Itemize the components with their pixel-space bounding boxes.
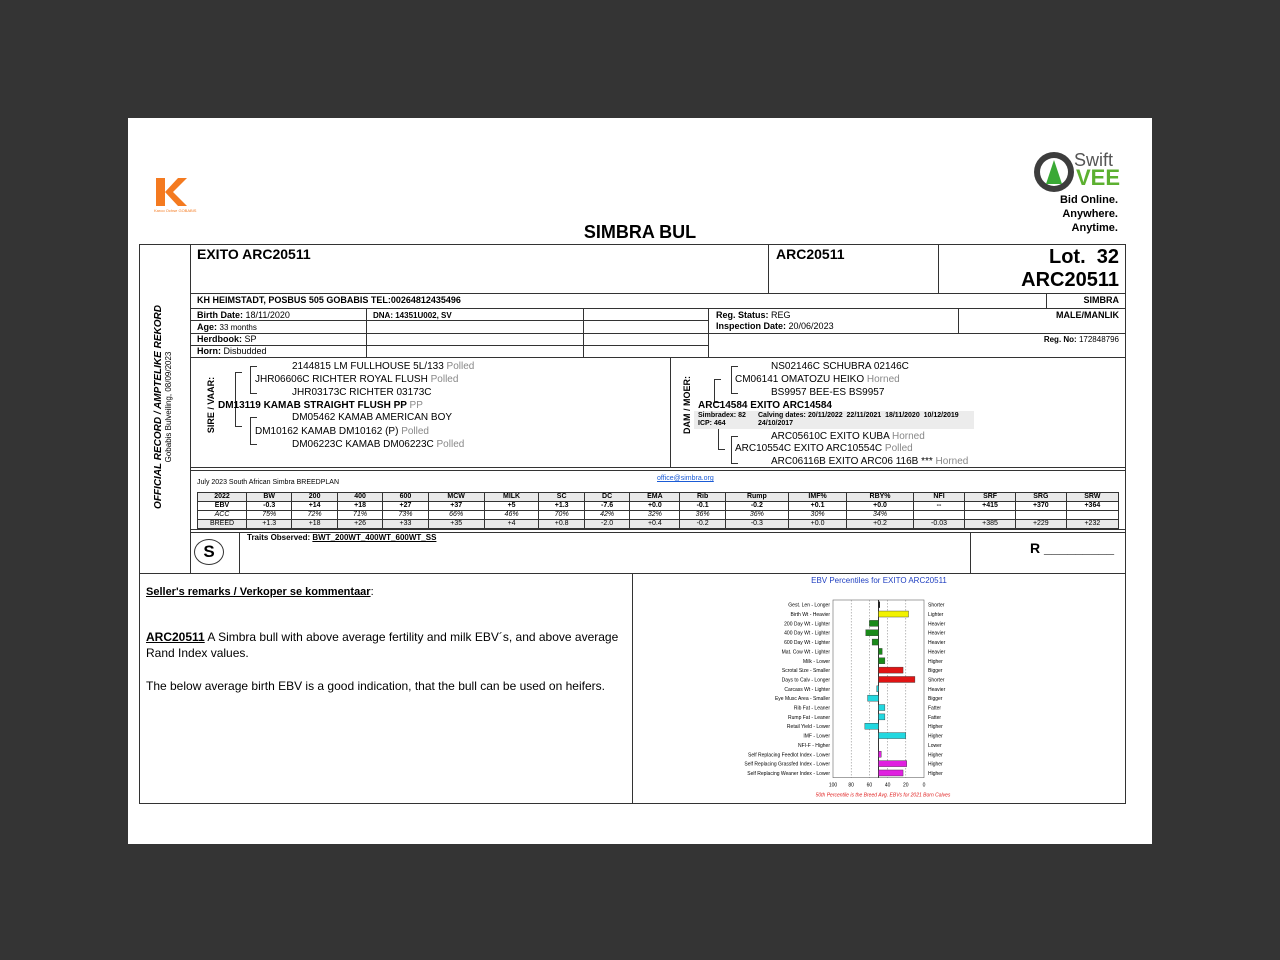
remarks-id: ARC20511	[146, 630, 205, 644]
birth-label: Birth Date:	[197, 310, 244, 320]
age-label: Age:	[197, 322, 217, 332]
ebv-cell: MCW	[428, 493, 484, 502]
ebv-cell: 34%	[847, 511, 914, 520]
ebv-cell: +35	[428, 520, 484, 529]
lot-number: Lot. 32	[1048, 246, 1119, 268]
swift-text: Swift	[1074, 150, 1114, 170]
ebv-cell: +0.0	[630, 502, 680, 511]
percentile-bar	[868, 695, 879, 701]
right-label: Shorter	[928, 677, 945, 684]
ped-ddd: ARC06116B EXITO ARC06 116B *** Horned	[771, 456, 969, 467]
ped-ssd: JHR03173C RICHTER 03173C	[292, 387, 432, 398]
bull-record-page	[128, 118, 1152, 844]
ebv-cell: +37	[428, 502, 484, 511]
percentile-bar	[866, 630, 879, 636]
right-label: Heavier	[928, 630, 946, 637]
inspection-label: Inspection Date:	[716, 321, 787, 331]
ebv-cell: -7.6	[584, 502, 629, 511]
right-label: Lower	[928, 742, 942, 749]
age	[197, 322, 257, 332]
ebv-cell: 36%	[680, 511, 725, 520]
horn	[197, 346, 267, 356]
right-label: Heavier	[928, 621, 946, 628]
breed-row	[198, 520, 1119, 529]
official-record-label: OFFICIAL RECORD / AMPTELIKE REKORD	[153, 305, 164, 509]
percentile-bar	[879, 733, 906, 739]
ebv-cell	[913, 511, 964, 520]
ebv-cell: RBY%	[847, 493, 914, 502]
reg-status	[716, 310, 791, 320]
logo-left-text: Karoo Ochse GOBABIS	[154, 208, 197, 213]
ebv-cell: +0.0	[847, 502, 914, 511]
right-label: Higher	[928, 752, 943, 759]
ebv-cell: MILK	[484, 493, 539, 502]
left-label: Rib Fat - Leaner	[793, 705, 830, 712]
ebv-cell: Rump	[725, 493, 788, 502]
acc-row	[198, 511, 1119, 520]
left-label: Self Replacing Grassfed Index - Lower	[744, 761, 830, 768]
left-label: 400 Day Wt - Lighter	[784, 630, 830, 637]
simbradex: Simbradex: 82	[698, 412, 746, 419]
ped-ds: CM06141 OMATOZU HEIKO Horned	[735, 374, 900, 385]
left-label: Self Replacing Weaner Index - Lower	[747, 770, 830, 777]
ebv-cell: -0.3	[247, 502, 292, 511]
left-label: Carcass Wt - Lighter	[784, 686, 830, 693]
ebv-cell: 72%	[292, 511, 337, 520]
percentile-bar	[879, 714, 885, 720]
ebv-cell: +415	[965, 502, 1016, 511]
horn-value: Disbudded	[223, 346, 267, 356]
ebv-cell: 42%	[584, 511, 629, 520]
left-label: Self Replacing Feedlot Index - Lower	[748, 752, 830, 759]
ebv-cell: +4	[484, 520, 539, 529]
ebv-cell: +33	[383, 520, 428, 529]
chart-title: EBV Percentiles for EXITO ARC20511	[811, 576, 947, 585]
sire-label: SIRE / VAAR:	[206, 376, 216, 434]
ped-sdd: DM06223C KAMAB DM06223C Polled	[292, 439, 465, 450]
ebv-cell: IMF%	[788, 493, 846, 502]
tagline-3: Anytime.	[1071, 222, 1118, 234]
ebv-cell: NFI	[913, 493, 964, 502]
animal-id: ARC20511	[776, 246, 845, 262]
right-label: Fatter	[928, 705, 942, 712]
right-label: Heavier	[928, 686, 946, 693]
right-label: Heavier	[928, 649, 946, 656]
ebv-cell: 73%	[383, 511, 428, 520]
ebv-cell: --	[913, 502, 964, 511]
ebv-header-row	[198, 493, 1119, 502]
left-label: Eye Musc Area - Smaller	[774, 696, 830, 703]
percentile-bar	[879, 658, 885, 664]
herdbook-value: SP	[244, 334, 257, 344]
ebv-cell: 30%	[788, 511, 846, 520]
x-tick-label: 60	[866, 782, 873, 789]
karoo-ochse-logo	[154, 176, 202, 216]
page-title: SIMBRA BUL	[583, 222, 697, 242]
dam-stats	[694, 411, 974, 429]
ebv-cell: SRF	[965, 493, 1016, 502]
reg-status-value: REG	[771, 310, 791, 320]
left-label: Days to Calv - Longer	[781, 677, 830, 684]
right-label: Fatter	[928, 714, 942, 721]
ebv-cell: +0.0	[788, 520, 846, 529]
ebv-cell: +0.1	[788, 502, 846, 511]
dam-label: DAM / MOER:	[682, 376, 692, 434]
remarks-para1	[146, 629, 630, 661]
ebv-cell: +26	[337, 520, 382, 529]
ebv-cell: +1.3	[247, 520, 292, 529]
left-label: Gest. Len - Longer	[788, 602, 830, 609]
left-label: IMF - Lower	[803, 733, 830, 740]
percentile-bar	[879, 602, 880, 608]
ped-sds: DM05462 KAMAB AMERICAN BOY	[292, 412, 453, 423]
right-label: Higher	[928, 733, 943, 740]
ebv-cell: -0.03	[913, 520, 964, 529]
lot-id: ARC20511	[1021, 269, 1119, 291]
ebv-cell: 200	[292, 493, 337, 502]
traits-observed	[247, 533, 436, 542]
side-label-block	[153, 257, 183, 557]
right-label: Bigger	[928, 696, 943, 703]
ebv-cell: +5	[484, 502, 539, 511]
left-label: 200 Day Wt - Lighter	[784, 621, 830, 628]
left-label: Birth Wt - Heavier	[790, 612, 830, 619]
ped-dds: ARC05610C EXITO KUBA Horned	[771, 431, 925, 442]
remarks-para2: The below average birth EBV is a good indication, that the bull can be used on heifers.	[146, 679, 605, 693]
s-logo-icon: S	[194, 539, 224, 565]
ebv-cell: BREED	[198, 520, 247, 529]
percentile-bar	[872, 639, 878, 645]
ebv-cell: 400	[337, 493, 382, 502]
horn-label: Horn:	[197, 346, 221, 356]
ebv-cell: -0.1	[680, 502, 725, 511]
ped-dam: ARC14584 EXITO ARC14584	[698, 400, 832, 411]
percentile-bar	[869, 620, 878, 626]
ebv-cell: +18	[337, 502, 382, 511]
ebv-cell: +385	[965, 520, 1016, 529]
ebv-cell: +229	[1015, 520, 1066, 529]
x-tick-label: 80	[848, 782, 854, 789]
ebv-cell: EMA	[630, 493, 680, 502]
ebv-cell: SC	[539, 493, 584, 502]
x-tick-label: 40	[884, 782, 891, 789]
inspection-date	[716, 321, 834, 331]
remarks-heading: Seller's remarks / Verkoper se kommentaar:	[146, 586, 374, 598]
remarks-text-1: A Simbra bull with above average fertility and milk EBV´s, and above average Rand Index values.	[146, 630, 619, 660]
herdbook-label: Herdbook:	[197, 334, 242, 344]
right-label: Heavier	[928, 640, 946, 647]
ebv-cell: 70%	[539, 511, 584, 520]
ebv-cell: 75%	[247, 511, 292, 520]
ebv-cell: SRW	[1066, 493, 1118, 502]
ebv-cell: -2.0	[584, 520, 629, 529]
ebv-table	[197, 492, 1119, 529]
ebv-cell: Rib	[680, 493, 725, 502]
price-field[interactable]: R _________	[1030, 540, 1115, 556]
ebv-cell: +364	[1066, 502, 1118, 511]
ped-sss: 2144815 LM FULLHOUSE 5L/133 Polled	[292, 361, 475, 372]
x-tick-label: 20	[903, 782, 909, 789]
traits-label: Traits Observed:	[247, 533, 311, 542]
breed: SIMBRA	[1083, 295, 1119, 305]
ped-ss: JHR06606C RICHTER ROYAL FLUSH Polled	[255, 374, 459, 385]
ped-dd: ARC10554C EXITO ARC10554C Polled	[735, 443, 913, 454]
ebv-cell: +1.3	[539, 502, 584, 511]
percentile-bar	[879, 667, 904, 673]
percentile-bar	[865, 723, 879, 729]
reg-no	[1044, 335, 1119, 344]
percentile-bar	[879, 751, 882, 757]
ped-sire: DM13119 KAMAB STRAIGHT FLUSH PP PP	[218, 400, 423, 411]
ebv-cell: +370	[1015, 502, 1066, 511]
dna-info: DNA: 14351U002, SV	[373, 311, 452, 320]
ebv-cell: +14	[292, 502, 337, 511]
left-label: Rump Fat - Leaner	[788, 714, 830, 721]
percentile-bar	[879, 611, 909, 617]
birth-date	[197, 310, 290, 320]
email-link[interactable]: office@simbra.org	[657, 475, 714, 482]
tagline-1: Bid Online.	[1059, 194, 1118, 206]
reg-no-value: 172848796	[1078, 335, 1119, 344]
left-label: NFI-F - Higher	[798, 742, 830, 749]
ped-dss: NS02146C SCHUBRA 02146C	[771, 361, 909, 372]
ebv-cell: 66%	[428, 511, 484, 520]
herdbook	[197, 334, 257, 344]
ped-dsd: BS9957 BEE-ES BS9957	[771, 387, 885, 398]
ebv-cell: 36%	[725, 511, 788, 520]
percentile-bar	[879, 676, 915, 682]
percentile-bar	[879, 705, 885, 711]
inspection-value: 20/06/2023	[788, 321, 834, 331]
vee-text: VEE	[1076, 165, 1121, 190]
traits-value: BWT_200WT_400WT_600WT_SS	[312, 533, 437, 542]
tagline-2: Anywhere.	[1062, 208, 1118, 220]
ebv-cell: 600	[383, 493, 428, 502]
x-tick-label: 0	[922, 782, 926, 789]
right-label: Higher	[928, 770, 943, 777]
left-label: Retail Yield - Lower	[786, 724, 830, 731]
ebv-cell: 71%	[337, 511, 382, 520]
ebv-cell: ACC	[198, 511, 247, 520]
sex: MALE/MANLIK	[1056, 310, 1119, 320]
reg-status-label: Reg. Status:	[716, 310, 769, 320]
right-label: Higher	[928, 724, 943, 731]
ebv-cell	[1015, 511, 1066, 520]
right-label: Higher	[928, 761, 943, 768]
ebv-cell: +27	[383, 502, 428, 511]
ebv-cell: EBV	[198, 502, 247, 511]
ebv-cell: +232	[1066, 520, 1118, 529]
left-label: Milk - Lower	[803, 658, 830, 665]
chart-footnote: 50th Percentile is the Breed Avg. EBVs for 2021 Born Calves	[815, 792, 951, 799]
animal-name: EXITO ARC20511	[197, 246, 311, 262]
ebv-cell: BW	[247, 493, 292, 502]
ebv-row	[198, 502, 1119, 511]
s-badge	[190, 532, 240, 573]
percentile-bar	[879, 648, 883, 654]
left-label: Mat. Cow Wt - Lighter	[781, 649, 830, 656]
calving-line1: 20/11/2022 22/11/2021 18/11/2020 10/12/2019	[808, 412, 959, 419]
ebv-cell: SRG	[1015, 493, 1066, 502]
breedplan-source: July 2023 South African Simbra BREEDPLAN	[197, 479, 340, 486]
auction-date: Gobabis Bulveiling, 08/09/2023	[164, 351, 173, 463]
reg-no-label: Reg. No:	[1043, 335, 1077, 344]
percentile-bar	[879, 761, 907, 767]
remarks-heading-text: Seller's remarks / Verkoper se kommentaar	[146, 586, 371, 598]
owner-address: KH HEIMSTADT, POSBUS 505 GOBABIS TEL:00264812435496	[197, 295, 461, 305]
ebv-percentile-chart	[633, 574, 1125, 803]
percentile-bar	[879, 770, 904, 776]
right-label: Bigger	[928, 668, 943, 675]
birth-value: 18/11/2020	[245, 310, 290, 320]
ebv-cell: +0.4	[630, 520, 680, 529]
ebv-cell	[965, 511, 1016, 520]
right-label: Higher	[928, 658, 943, 665]
icp: ICP: 464	[698, 420, 726, 427]
x-tick-label: 100	[828, 782, 838, 789]
left-label: 600 Day Wt - Lighter	[784, 640, 830, 647]
age-value: 33 months	[219, 323, 257, 332]
k-logo-icon	[154, 176, 188, 208]
ebv-cell: 2022	[198, 493, 247, 502]
ebv-cell: +0.8	[539, 520, 584, 529]
left-label: Scrotal Size - Smaller	[781, 668, 830, 675]
ebv-cell: 32%	[630, 511, 680, 520]
ebv-cell: -0.3	[725, 520, 788, 529]
swiftvee-globe-icon	[1032, 150, 1076, 194]
percentile-bar	[877, 686, 879, 692]
ebv-cell: DC	[584, 493, 629, 502]
ebv-cell: +18	[292, 520, 337, 529]
right-label: Lighter	[928, 612, 944, 619]
calving-line2: 24/10/2017	[758, 420, 794, 427]
right-label: Shorter	[928, 602, 945, 609]
calving-label: Calving dates:	[758, 412, 806, 419]
ebv-cell: -0.2	[725, 502, 788, 511]
ebv-cell: 46%	[484, 511, 539, 520]
ebv-cell	[1066, 511, 1118, 520]
ebv-cell: -0.2	[680, 520, 725, 529]
ebv-cell: +0.2	[847, 520, 914, 529]
ped-sd: DM10162 KAMAB DM10162 (P) Polled	[255, 426, 429, 437]
